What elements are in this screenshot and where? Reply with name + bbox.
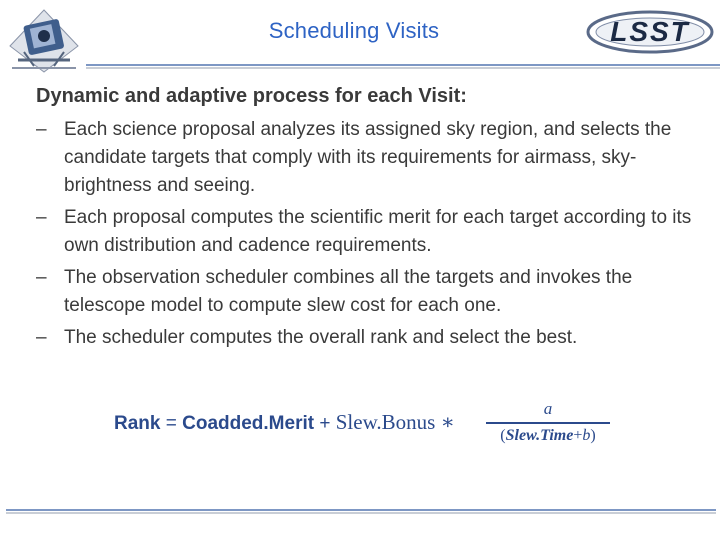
bullet-text: The observation scheduler combines all the targets and invokes the telescope model to compute slew cost for each one. [64,267,633,316]
formula-rank: Rank [114,413,161,434]
lsst-logo [586,8,714,56]
footer-divider-shadow [6,512,716,514]
section-heading: Dynamic and adaptive process for each Visit: [36,85,467,107]
list-item [36,324,696,352]
list-item [36,116,696,200]
formula-times: ∗ [435,410,455,434]
header-divider-shadow [86,67,720,69]
formula-plus: + [314,413,336,434]
fraction-numerator: a [543,399,553,418]
bullet-text: Each science proposal analyzes its assigned sky region, and selects the candidate targets that comply with its requirements for airmass, sky-brightness and seeing. [64,119,672,196]
den-b: b [582,426,591,444]
bullet-dash: – [36,207,47,228]
svg-text:LSST: LSST [610,16,690,47]
formula-bonus: Slew.Bonus [335,410,436,434]
formula-equals: = [160,413,183,434]
page-title: Scheduling Visits [268,18,440,43]
bullet-text: Each proposal computes the scientific merit for each target according to its own distribution and cadence requirements. [64,207,692,256]
formula-fraction [486,398,610,446]
den-close: ) [590,426,596,444]
fraction-denominator [486,426,610,446]
bullet-text: The scheduler computes the overall rank and select the best. [64,327,578,348]
fraction-bar [486,422,610,424]
bullet-list [36,116,696,352]
formula-merit: Coadded.Merit [182,413,315,434]
list-item [36,264,696,320]
list-item [36,204,696,260]
den-plus: + [573,426,583,444]
rank-formula [114,398,634,448]
bullet-dash: – [36,119,47,140]
footer-divider [6,509,716,511]
header-divider [86,64,720,66]
den-open: ( [500,426,506,444]
formula-left-side [114,410,455,435]
bullet-dash: – [36,327,47,348]
den-slew-time: Slew.Time [505,426,574,444]
bullet-dash: – [36,267,47,288]
main-content [36,84,696,356]
